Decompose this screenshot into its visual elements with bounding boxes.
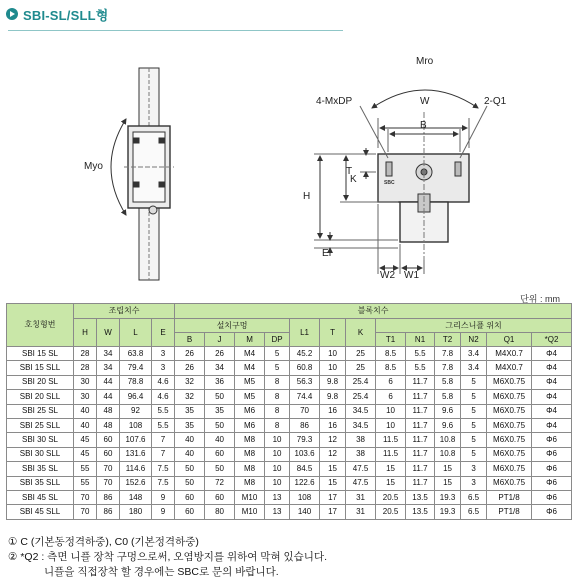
table-cell: 5 bbox=[461, 418, 487, 432]
table-cell: 5 bbox=[461, 390, 487, 404]
th-DP: DP bbox=[265, 333, 290, 347]
table-cell: 3 bbox=[461, 462, 487, 476]
table-cell: 60 bbox=[175, 505, 205, 519]
table-cell: 47.5 bbox=[346, 476, 376, 490]
table-cell: 63.8 bbox=[120, 347, 152, 361]
table-cell: Φ4 bbox=[532, 404, 572, 418]
table-cell: 32 bbox=[175, 390, 205, 404]
table-cell: 108 bbox=[120, 418, 152, 432]
th-L1: L1 bbox=[290, 319, 320, 347]
table-cell: 31 bbox=[346, 505, 376, 519]
model-cell: SBI 25 SLL bbox=[7, 418, 74, 432]
table-cell: 8 bbox=[265, 404, 290, 418]
table-cell: 9.8 bbox=[320, 390, 346, 404]
table-cell: 9.6 bbox=[435, 404, 461, 418]
table-cell: 35 bbox=[205, 404, 235, 418]
table-row bbox=[7, 447, 572, 461]
table-cell: 10 bbox=[265, 462, 290, 476]
table-cell: 11.7 bbox=[406, 404, 435, 418]
table-cell: 10 bbox=[320, 361, 346, 375]
table-cell: M4 bbox=[235, 361, 265, 375]
table-cell: 79.4 bbox=[120, 361, 152, 375]
table-cell: Φ6 bbox=[532, 490, 572, 504]
table-cell: 44 bbox=[97, 390, 120, 404]
table-cell: 50 bbox=[175, 462, 205, 476]
table-cell: 5 bbox=[461, 404, 487, 418]
table-cell: M6X0.75 bbox=[487, 476, 532, 490]
table-cell: 36 bbox=[205, 375, 235, 389]
mro-label: Mro bbox=[416, 56, 434, 67]
table-cell: 10 bbox=[376, 404, 406, 418]
table-cell: 9.8 bbox=[320, 375, 346, 389]
th-E: E bbox=[152, 319, 175, 347]
table-cell: 9 bbox=[152, 505, 175, 519]
table-cell: 7 bbox=[152, 433, 175, 447]
th-T2: T2 bbox=[435, 333, 461, 347]
table-cell: 32 bbox=[175, 375, 205, 389]
model-cell: SBI 35 SLL bbox=[7, 476, 74, 490]
table-cell: Φ4 bbox=[532, 390, 572, 404]
table-cell: 84.5 bbox=[290, 462, 320, 476]
table-cell: 20.5 bbox=[376, 490, 406, 504]
table-cell: M6 bbox=[235, 404, 265, 418]
model-cell: SBI 45 SLL bbox=[7, 505, 74, 519]
table-cell: 28 bbox=[74, 361, 97, 375]
b-label: B bbox=[420, 120, 427, 131]
table-cell: 20.5 bbox=[376, 505, 406, 519]
table-cell: 45 bbox=[74, 433, 97, 447]
table-cell: 31 bbox=[346, 490, 376, 504]
title-divider bbox=[8, 30, 343, 31]
table-cell: 11.5 bbox=[376, 447, 406, 461]
table-cell: 5.5 bbox=[406, 347, 435, 361]
table-cell: 92 bbox=[120, 404, 152, 418]
table-cell: 72 bbox=[205, 476, 235, 490]
w-label: W bbox=[420, 96, 430, 107]
th-K: K bbox=[346, 319, 376, 347]
table-cell: M6X0.75 bbox=[487, 390, 532, 404]
table-cell: 50 bbox=[205, 390, 235, 404]
w1-label: W1 bbox=[404, 270, 419, 281]
table-row bbox=[7, 433, 572, 447]
table-cell: M8 bbox=[235, 433, 265, 447]
table-cell: M5 bbox=[235, 375, 265, 389]
table-cell: 8.5 bbox=[376, 347, 406, 361]
table-cell: 60 bbox=[97, 447, 120, 461]
table-cell: 70 bbox=[74, 505, 97, 519]
table-cell: M5 bbox=[235, 390, 265, 404]
table-cell: 8 bbox=[265, 390, 290, 404]
table-cell: 10.8 bbox=[435, 447, 461, 461]
table-cell: 15 bbox=[376, 462, 406, 476]
spec-table-body bbox=[7, 347, 572, 520]
table-cell: 45 bbox=[74, 447, 97, 461]
table-cell: 4.6 bbox=[152, 375, 175, 389]
table-cell: M10 bbox=[235, 490, 265, 504]
table-cell: 13.5 bbox=[406, 505, 435, 519]
table-cell: 26 bbox=[175, 347, 205, 361]
table-cell: 9 bbox=[152, 490, 175, 504]
table-cell: 48 bbox=[97, 418, 120, 432]
table-cell: 17 bbox=[320, 505, 346, 519]
table-cell: 9.6 bbox=[435, 418, 461, 432]
table-cell: 44 bbox=[97, 375, 120, 389]
table-cell: 7.5 bbox=[152, 462, 175, 476]
table-cell: 11.7 bbox=[406, 433, 435, 447]
table-cell: 15 bbox=[376, 476, 406, 490]
th-N1: N1 bbox=[406, 333, 435, 347]
table-cell: Φ4 bbox=[532, 361, 572, 375]
table-cell: Φ4 bbox=[532, 418, 572, 432]
table-cell: PT1/8 bbox=[487, 490, 532, 504]
table-cell: 50 bbox=[175, 476, 205, 490]
footnotes bbox=[8, 535, 327, 580]
t-label: T bbox=[346, 166, 353, 177]
table-cell: 3 bbox=[152, 347, 175, 361]
table-cell: M4X0.7 bbox=[487, 361, 532, 375]
table-cell: 103.6 bbox=[290, 447, 320, 461]
table-cell: 28 bbox=[74, 347, 97, 361]
footnote-1: ① C (기본동정격하중), C0 (기본정격하중) bbox=[8, 536, 199, 548]
table-cell: 13 bbox=[265, 505, 290, 519]
q1-label: 2-Q1 bbox=[484, 96, 507, 107]
model-cell: SBI 30 SLL bbox=[7, 447, 74, 461]
side-view bbox=[111, 68, 174, 280]
table-cell: 3 bbox=[461, 476, 487, 490]
table-cell: 26 bbox=[175, 361, 205, 375]
table-cell: M6X0.75 bbox=[487, 418, 532, 432]
table-cell: 47.5 bbox=[346, 462, 376, 476]
table-cell: M6X0.75 bbox=[487, 404, 532, 418]
table-cell: 148 bbox=[120, 490, 152, 504]
table-cell: 6.5 bbox=[461, 490, 487, 504]
table-cell: 3 bbox=[152, 361, 175, 375]
table-cell: 180 bbox=[120, 505, 152, 519]
table-cell: 6 bbox=[376, 375, 406, 389]
table-cell: 6.5 bbox=[461, 505, 487, 519]
table-cell: 5.5 bbox=[152, 418, 175, 432]
table-cell: 108 bbox=[290, 490, 320, 504]
table-row bbox=[7, 390, 572, 404]
table-cell: 70 bbox=[97, 476, 120, 490]
spec-table bbox=[6, 303, 572, 520]
table-cell: Φ6 bbox=[532, 505, 572, 519]
table-cell: M8 bbox=[235, 462, 265, 476]
th-N2: N2 bbox=[461, 333, 487, 347]
table-cell: 38 bbox=[346, 433, 376, 447]
table-cell: 25 bbox=[346, 347, 376, 361]
table-row bbox=[7, 375, 572, 389]
table-cell: 11.5 bbox=[376, 433, 406, 447]
table-cell: Φ6 bbox=[532, 433, 572, 447]
table-cell: 96.4 bbox=[120, 390, 152, 404]
table-cell: 5.8 bbox=[435, 375, 461, 389]
table-cell: M4X0.7 bbox=[487, 347, 532, 361]
th-T1: T1 bbox=[376, 333, 406, 347]
table-cell: 15 bbox=[320, 462, 346, 476]
table-cell: 122.6 bbox=[290, 476, 320, 490]
table-cell: 6 bbox=[376, 390, 406, 404]
table-cell: 7.8 bbox=[435, 361, 461, 375]
model-cell: SBI 25 SL bbox=[7, 404, 74, 418]
table-cell: 15 bbox=[435, 462, 461, 476]
model-cell: SBI 20 SLL bbox=[7, 390, 74, 404]
table-cell: 25 bbox=[346, 361, 376, 375]
section-title bbox=[6, 5, 109, 23]
table-cell: Φ6 bbox=[532, 447, 572, 461]
model-cell: SBI 30 SL bbox=[7, 433, 74, 447]
th-assembly: 조립치수 bbox=[74, 304, 175, 319]
table-cell: 34 bbox=[97, 347, 120, 361]
table-cell: 7 bbox=[152, 447, 175, 461]
table-cell: 86 bbox=[97, 490, 120, 504]
table-cell: 34.5 bbox=[346, 418, 376, 432]
e-label: E bbox=[322, 248, 329, 259]
table-row bbox=[7, 404, 572, 418]
table-cell: 60 bbox=[97, 433, 120, 447]
th-M: M bbox=[235, 333, 265, 347]
table-cell: 60.8 bbox=[290, 361, 320, 375]
table-row bbox=[7, 476, 572, 490]
w2-label: W2 bbox=[380, 270, 395, 281]
table-cell: M4 bbox=[235, 347, 265, 361]
table-cell: 40 bbox=[74, 404, 97, 418]
table-row bbox=[7, 361, 572, 375]
table-cell: 5 bbox=[265, 347, 290, 361]
model-cell: SBI 20 SL bbox=[7, 375, 74, 389]
table-cell: Φ4 bbox=[532, 347, 572, 361]
table-cell: 7.5 bbox=[152, 476, 175, 490]
table-cell: 10 bbox=[376, 418, 406, 432]
table-cell: 45.2 bbox=[290, 347, 320, 361]
table-cell: 80 bbox=[205, 505, 235, 519]
table-cell: 15 bbox=[435, 476, 461, 490]
table-cell: 4.6 bbox=[152, 390, 175, 404]
model-cell: SBI 35 SL bbox=[7, 462, 74, 476]
table-cell: 114.6 bbox=[120, 462, 152, 476]
table-cell: 48 bbox=[97, 404, 120, 418]
model-cell: SBI 15 SLL bbox=[7, 361, 74, 375]
table-cell: 50 bbox=[205, 418, 235, 432]
footnote-2: ② *Q2 : 측면 니플 장착 구멍으로써, 오염방지를 위하여 막혀 있습니다. bbox=[8, 551, 328, 563]
table-cell: 10 bbox=[265, 433, 290, 447]
table-cell: M6X0.75 bbox=[487, 433, 532, 447]
th-W: W bbox=[97, 319, 120, 347]
table-cell: 3.4 bbox=[461, 361, 487, 375]
table-cell: 10 bbox=[265, 447, 290, 461]
table-cell: 19.3 bbox=[435, 490, 461, 504]
table-row bbox=[7, 505, 572, 519]
table-cell: 40 bbox=[175, 433, 205, 447]
table-row bbox=[7, 347, 572, 361]
table-cell: 140 bbox=[290, 505, 320, 519]
th-detail: 블록치수 bbox=[175, 304, 572, 319]
table-cell: 34 bbox=[205, 361, 235, 375]
table-cell: M10 bbox=[235, 505, 265, 519]
model-cell: SBI 45 SL bbox=[7, 490, 74, 504]
table-cell: Φ6 bbox=[532, 476, 572, 490]
table-cell: 38 bbox=[346, 447, 376, 461]
table-cell: 74.4 bbox=[290, 390, 320, 404]
table-cell: PT1/8 bbox=[487, 505, 532, 519]
table-cell: 5.5 bbox=[152, 404, 175, 418]
table-cell: 8 bbox=[265, 375, 290, 389]
table-cell: 40 bbox=[74, 418, 97, 432]
table-cell: 5 bbox=[265, 361, 290, 375]
table-row bbox=[7, 490, 572, 504]
table-cell: M6X0.75 bbox=[487, 375, 532, 389]
table-cell: 13 bbox=[265, 490, 290, 504]
table-cell: 5 bbox=[461, 433, 487, 447]
th-T: T bbox=[320, 319, 346, 347]
myo-label: Myo bbox=[84, 161, 103, 172]
table-cell: 55 bbox=[74, 476, 97, 490]
table-cell: M8 bbox=[235, 447, 265, 461]
table-cell: M8 bbox=[235, 476, 265, 490]
model-cell: SBI 15 SL bbox=[7, 347, 74, 361]
table-cell: 60 bbox=[205, 447, 235, 461]
table-cell: 16 bbox=[320, 404, 346, 418]
table-cell: 13.5 bbox=[406, 490, 435, 504]
table-cell: Φ6 bbox=[532, 462, 572, 476]
table-cell: 8 bbox=[265, 418, 290, 432]
table-cell: 8.5 bbox=[376, 361, 406, 375]
table-cell: 34 bbox=[97, 361, 120, 375]
table-cell: 107.6 bbox=[120, 433, 152, 447]
technical-drawing bbox=[0, 34, 572, 290]
myo-arrow bbox=[111, 119, 126, 215]
unit-note: 단위 : mm bbox=[520, 294, 560, 304]
table-cell: 16 bbox=[320, 418, 346, 432]
th-L: L bbox=[120, 319, 152, 347]
table-cell: 131.6 bbox=[120, 447, 152, 461]
th-H: H bbox=[74, 319, 97, 347]
footnote-3: 니플을 직접장착 할 경우에는 SBC로 문의 바랍니다. bbox=[44, 566, 279, 578]
table-cell: 25.4 bbox=[346, 375, 376, 389]
table-cell: 35 bbox=[175, 418, 205, 432]
table-cell: 10.8 bbox=[435, 433, 461, 447]
table-cell: Φ4 bbox=[532, 375, 572, 389]
table-cell: M6 bbox=[235, 418, 265, 432]
table-cell: 10 bbox=[320, 347, 346, 361]
table-cell: 70 bbox=[290, 404, 320, 418]
table-cell: 40 bbox=[205, 433, 235, 447]
table-cell: 60 bbox=[175, 490, 205, 504]
table-cell: 40 bbox=[175, 447, 205, 461]
table-cell: 10 bbox=[265, 476, 290, 490]
table-cell: 11.7 bbox=[406, 375, 435, 389]
table-cell: 5.5 bbox=[406, 361, 435, 375]
table-cell: 7.8 bbox=[435, 347, 461, 361]
table-cell: 60 bbox=[205, 490, 235, 504]
section-title-text: SBI-SL/SLL형 bbox=[23, 7, 109, 23]
th-B: B bbox=[175, 333, 205, 347]
h-label: H bbox=[303, 191, 311, 202]
th-J: J bbox=[205, 333, 235, 347]
table-cell: 12 bbox=[320, 447, 346, 461]
th-model: 호칭형번 bbox=[7, 304, 74, 347]
table-cell: 11.7 bbox=[406, 462, 435, 476]
table-cell: 30 bbox=[74, 375, 97, 389]
table-cell: 5.8 bbox=[435, 390, 461, 404]
th-mount-holes: 설치구멍 bbox=[175, 319, 290, 333]
table-row bbox=[7, 462, 572, 476]
th-Q1: Q1 bbox=[487, 333, 532, 347]
table-cell: 34.5 bbox=[346, 404, 376, 418]
table-cell: 12 bbox=[320, 433, 346, 447]
table-cell: 3.4 bbox=[461, 347, 487, 361]
table-cell: 11.7 bbox=[406, 476, 435, 490]
table-cell: M6X0.75 bbox=[487, 462, 532, 476]
table-cell: 15 bbox=[320, 476, 346, 490]
play-bullet-icon bbox=[6, 8, 18, 20]
table-cell: 78.8 bbox=[120, 375, 152, 389]
table-cell: 11.7 bbox=[406, 390, 435, 404]
mxdp-label: 4-MxDP bbox=[316, 96, 353, 107]
table-cell: 5 bbox=[461, 375, 487, 389]
table-cell: 86 bbox=[97, 505, 120, 519]
table-cell: 11.7 bbox=[406, 447, 435, 461]
th-grease: 그리스니플 위치 bbox=[376, 319, 572, 333]
k-label: K bbox=[350, 174, 357, 185]
sbc-mark: SBC bbox=[384, 180, 395, 186]
table-cell: 70 bbox=[74, 490, 97, 504]
table-cell: 26 bbox=[205, 347, 235, 361]
table-cell: 5 bbox=[461, 447, 487, 461]
table-cell: 25.4 bbox=[346, 390, 376, 404]
th-Q2: *Q2 bbox=[532, 333, 572, 347]
table-cell: 50 bbox=[205, 462, 235, 476]
table-cell: 70 bbox=[97, 462, 120, 476]
table-cell: 35 bbox=[175, 404, 205, 418]
table-cell: 79.3 bbox=[290, 433, 320, 447]
front-view bbox=[314, 90, 487, 274]
table-cell: 86 bbox=[290, 418, 320, 432]
table-cell: M6X0.75 bbox=[487, 447, 532, 461]
table-cell: 19.3 bbox=[435, 505, 461, 519]
table-cell: 55 bbox=[74, 462, 97, 476]
table-cell: 56.3 bbox=[290, 375, 320, 389]
table-cell: 30 bbox=[74, 390, 97, 404]
table-cell: 17 bbox=[320, 490, 346, 504]
table-row bbox=[7, 418, 572, 432]
table-cell: 11.7 bbox=[406, 418, 435, 432]
table-cell: 152.6 bbox=[120, 476, 152, 490]
